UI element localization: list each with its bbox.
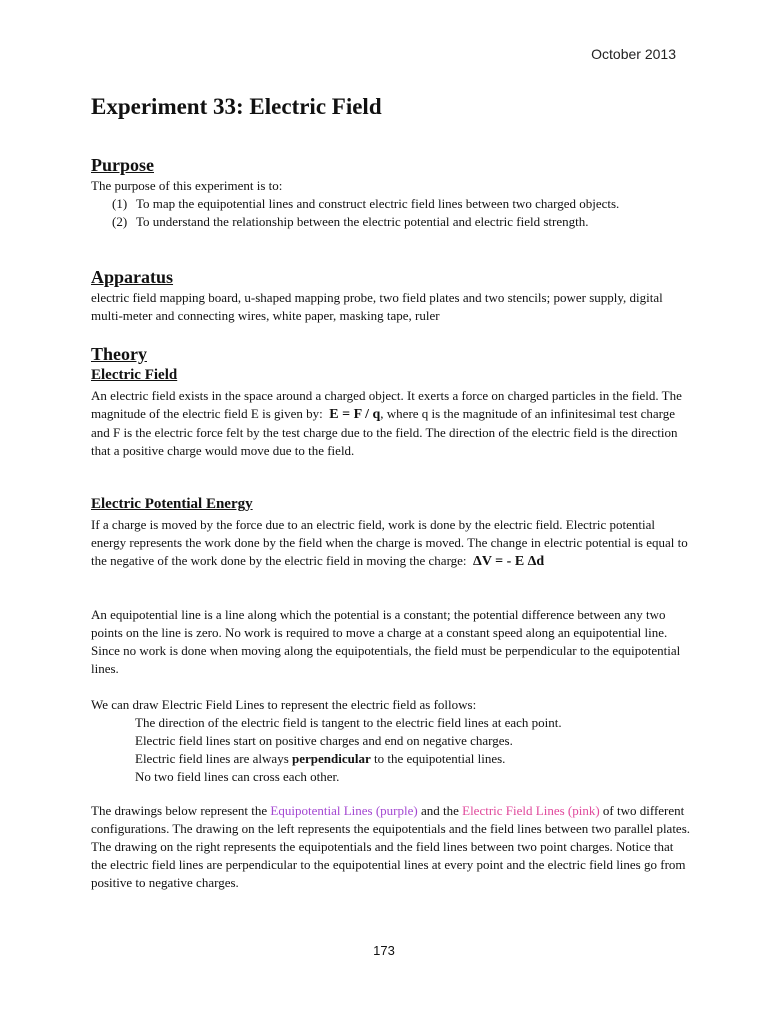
purpose-section xyxy=(91,177,691,231)
purpose-intro: The purpose of this experiment is to: xyxy=(91,178,283,193)
header-date: October 2013 xyxy=(591,46,676,62)
field-lines-rule: Electric field lines start on positive charges and end on negative charges. xyxy=(135,733,513,748)
electric-field-text-cont: , where q is the magnitude of an infinitesimal test charge and F is the electric force felt by the test charge due to the field. The direction of the electric field is the direction that a positive charge would move due to the field. xyxy=(91,406,678,458)
purpose-item-number: (1) xyxy=(112,196,128,211)
page-number: 173 xyxy=(373,943,395,958)
purpose-item-1 xyxy=(91,195,691,213)
drawings-paragraph xyxy=(91,802,691,892)
purpose-item-2 xyxy=(91,213,691,231)
electric-field-heading: Electric Field xyxy=(91,367,178,383)
potential-energy-heading: Electric Potential Energy xyxy=(91,496,253,512)
potential-energy-text: If a charge is moved by the force due to an electric field, work is done by the electric field. Electric potential energy represents the work done by the field when the charge is moved. The change in electric potential is equal to the negative of the work done by the electric field in moving the charge: xyxy=(91,517,688,568)
electric-field-text: An electric field exists in the space around a charged object. It exerts a force on charged particles in the field. The magnitude of the electric field E is given by: xyxy=(91,388,682,421)
electric-field-paragraph xyxy=(91,387,691,460)
field-lines-label: Electric Field Lines (pink) xyxy=(462,803,600,818)
field-lines-section xyxy=(91,696,691,786)
field-equation: E = F / q xyxy=(329,407,381,422)
equipotential-paragraph: An equipotential line is a line along which the potential is a constant; the potential difference between any two points on the line is zero. No work is required to move a charge at a constant speed along an equipotential line. Since no work is done when moving along the equipotentials, the field must be perpendicular to the equipotential lines. xyxy=(91,607,681,676)
purpose-item-text: To map the equipotential lines and construct electric field lines between two charged objects. xyxy=(136,196,620,211)
field-lines-rule xyxy=(91,750,691,768)
rule-text: Electric field lines are always xyxy=(135,751,289,766)
rule-text: to the equipotential lines. xyxy=(374,751,506,766)
apparatus-text: electric field mapping board, u-shaped mapping probe, two field plates and two stencils; power supply, digital multi-meter and connecting wires, white paper, masking tape, ruler xyxy=(91,290,663,323)
drawings-text: and the xyxy=(420,803,459,818)
field-lines-rule: The direction of the electric field is tangent to the electric field lines at each point. xyxy=(135,715,562,730)
potential-energy-paragraph xyxy=(91,516,691,571)
purpose-item-text: To understand the relationship between the electric potential and electric field strength. xyxy=(136,214,589,229)
field-lines-intro: We can draw Electric Field Lines to represent the electric field as follows: xyxy=(91,697,477,712)
purpose-heading: Purpose xyxy=(91,155,154,175)
drawings-text: of two different configurations. The drawing on the left represents the equipotentials and the field lines between two parallel plates. The drawing on the right represents the equipotentials and the field lines between two point charges. Notice that the electric field lines are perpendicular to the equipotential lines at every point and the electric field lines go from positive to negative charges. xyxy=(91,803,691,890)
theory-heading: Theory xyxy=(91,344,147,364)
potential-equation: ΔV = - E Δd xyxy=(473,554,545,569)
page-title: Experiment 33: Electric Field xyxy=(91,94,382,119)
apparatus-heading: Apparatus xyxy=(91,267,174,287)
rule-emphasis: perpendicular xyxy=(292,751,371,766)
field-lines-rule: No two field lines can cross each other. xyxy=(135,769,340,784)
drawings-text: The drawings below represent the xyxy=(91,803,268,818)
equipotential-lines-label: Equipotential Lines (purple) xyxy=(270,803,418,818)
purpose-item-number: (2) xyxy=(112,214,128,229)
